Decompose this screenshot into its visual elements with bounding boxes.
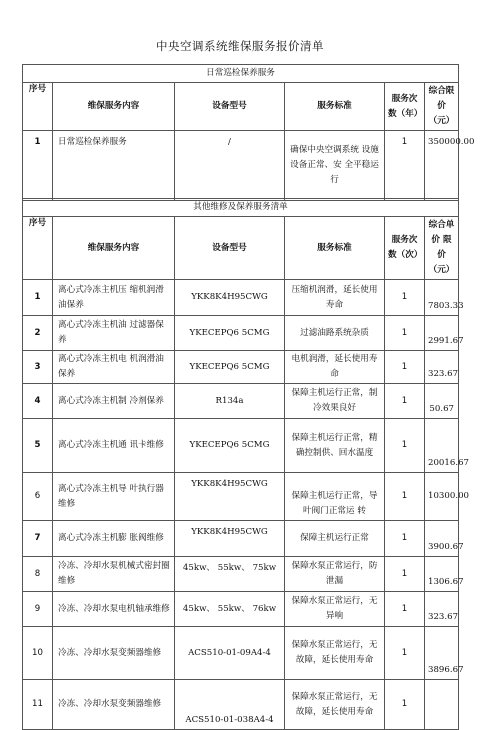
row-service: 离心式冷冻主机导 叶执行器维修 [53,473,175,521]
row-count: 1 [385,131,425,201]
row-count: 1 [385,627,425,680]
header-standard: 服务标准 [285,83,385,131]
row-seq: 5 [23,419,53,473]
row-model: YKK8K4H95CWG [175,280,285,316]
row-standard: 保障水泵正常运行，无异响 [285,592,385,627]
table-row [23,473,459,521]
row-service: 离心式冷冻主机制 冷剂保养 [53,384,175,419]
row-model: YKK8K4H95CWG [175,473,285,521]
row-count: 1 [385,521,425,557]
row-price: 323.67 [425,592,459,627]
header-seq: 序号 [23,217,53,280]
row-price: 10300.00 [425,473,459,521]
row-count: 1 [385,351,425,384]
table-row [23,131,459,201]
row-standard: 保障主机运行正常，导叶阀门正常运 转 [285,473,385,521]
header-price: 综合限价（元） [425,83,459,131]
table-row [23,521,459,557]
row-model: YKECEPQ6 5CMG [175,316,285,351]
row-price: 3900.67 [425,521,459,557]
header-service: 维保服务内容 [53,217,175,280]
section-title: 其他维修及保养服务清单 [23,199,459,217]
row-price: 2991.67 [425,316,459,351]
row-standard: 保障水泵正常运行，防泄漏 [285,557,385,592]
row-model: 45kw、 55kw、 75kw [175,557,285,592]
row-seq: 7 [23,521,53,557]
row-model: 45kw、 55kw、 76kw [175,592,285,627]
row-price: 50.67 [425,384,459,419]
row-standard: 保障主机运行正常，精确控制供、回水温度 [285,419,385,473]
row-service: 离心式冷冻主机电 机润滑油保养 [53,351,175,384]
table-row [23,627,459,680]
row-seq: 2 [23,316,53,351]
row-seq: 10 [23,627,53,680]
row-seq: 4 [23,384,53,419]
row-service: 离心式冷冻主机通 讯卡维修 [53,419,175,473]
table-row [23,680,459,730]
row-model: YKECEPQ6 5CMG [175,419,285,473]
table-row [23,316,459,351]
row-seq: 1 [23,131,53,201]
row-service: 离心式冷冻主机压 缩机润滑油保养 [53,280,175,316]
row-service: 冷冻、冷却水泵变频器维修 [53,627,175,680]
row-service: 日常巡检保养服务 [53,131,175,201]
row-service: 冷冻、冷却水泵电机轴承维修 [53,592,175,627]
header-price: 综合单价 限价（元） [425,217,459,280]
row-price: 20016.67 [425,419,459,473]
row-standard: 保障水泵正常运行，无故障，延长使用寿命 [285,627,385,680]
table-row [23,384,459,419]
row-seq: 1 [23,280,53,316]
header-standard: 服务标准 [285,217,385,280]
table-row [23,592,459,627]
row-model: YKK8K4H95CWG [175,521,285,557]
row-standard: 保障水泵正常运行，无故障，延长使用寿命 [285,680,385,730]
header-seq: 序号 [23,83,53,131]
table-row [23,351,459,384]
row-service: 离心式冷冻主机膨 胀阀维修 [53,521,175,557]
row-model: ACS510-01-038A4-4 [175,680,285,730]
row-price [425,680,459,730]
row-standard: 过滤油路系统杂质 [285,316,385,351]
header-count: 服务次数（次） [385,217,425,280]
row-price: 350000.00 [425,131,459,201]
row-count: 1 [385,680,425,730]
row-model: ACS510-01-09A4-4 [175,627,285,680]
row-standard: 电机润滑，延长使用寿命 [285,351,385,384]
row-service: 冷冻、冷却水泵机械式密封圈维修 [53,557,175,592]
section-title: 日常巡检保养服务 [23,65,459,83]
row-count: 1 [385,384,425,419]
page-title: 中央空调系统维保服务报价清单 [156,39,324,53]
row-standard: 保障主机运行正常，制冷效果良好 [285,384,385,419]
row-price: 7803.33 [425,280,459,316]
row-count: 1 [385,280,425,316]
row-model: / [175,131,285,201]
table-row [23,280,459,316]
row-seq: 9 [23,592,53,627]
row-standard: 压缩机润滑，延长使用寿命 [285,280,385,316]
row-count: 1 [385,419,425,473]
header-count: 服务次数（年） [385,83,425,131]
row-seq: 6 [23,473,53,521]
row-count: 1 [385,316,425,351]
row-standard: 保障主机运行正常 [285,521,385,557]
row-model: R134a [175,384,285,419]
row-count: 1 [385,557,425,592]
row-standard: 确保中央空调系统 设施设备正常、安 全平稳运行 [285,131,385,201]
header-model: 设备型号 [175,83,285,131]
other-service-table [22,198,470,730]
row-service: 离心式冷冻主机油 过滤器保养 [53,316,175,351]
table-row [23,419,459,473]
row-model: YKECEPQ6 5CMG [175,351,285,384]
row-service: 冷冻、冷却水泵变频器维修 [53,680,175,730]
row-price: 1306.67 [425,557,459,592]
header-service: 维保服务内容 [53,83,175,131]
header-model: 设备型号 [175,217,285,280]
row-count: 1 [385,592,425,627]
row-seq: 11 [23,680,53,730]
routine-service-table [22,64,475,201]
row-price: 3896.67 [425,627,459,680]
row-price: 323.67 [425,351,459,384]
row-seq: 3 [23,351,53,384]
row-seq: 8 [23,557,53,592]
row-count: 1 [385,473,425,521]
table-row [23,557,459,592]
